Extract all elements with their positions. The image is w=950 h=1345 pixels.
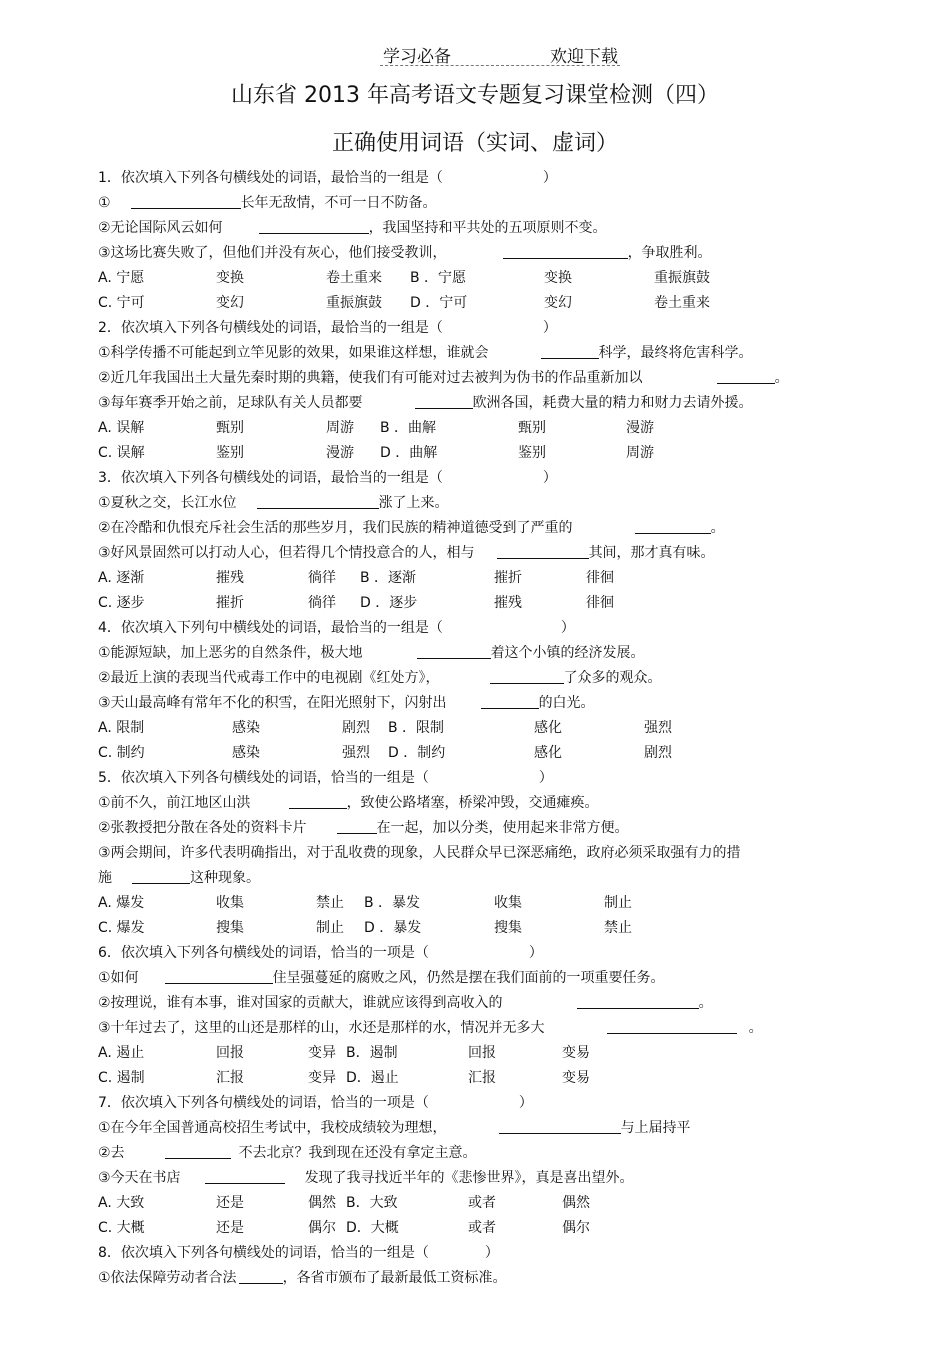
options-row: A. 爆发 收集 禁止 B ．暴发 收集 制止 — [98, 895, 632, 911]
sentence: ②张教授把分散在各处的资料卡片 在一起，加以分类，使用起来非常方便。 — [98, 820, 629, 836]
sentence: ①依法保障劳动者合法 ，各省市颁布了最新最低工资标准。 — [98, 1270, 507, 1286]
sentence: ②去 不去北京？我到现在还没有拿定主意。 — [98, 1145, 477, 1161]
question-stem: 1．依次填入下列各句横线处的词语，最恰当的一组是（ ） — [98, 170, 557, 186]
question-stem: 3．依次填入下列各句横线处的词语，最恰当的一组是（ ） — [98, 470, 557, 486]
answer-blank[interactable] — [499, 1119, 621, 1134]
sentence: ① 长年无敌情，不可一日不防备。 — [98, 195, 437, 211]
answer-blank[interactable] — [289, 794, 347, 809]
answer-blank[interactable] — [481, 694, 539, 709]
options-row: C. 大概 还是 偶尔 D．大概 或者 偶尔 — [98, 1220, 590, 1236]
options-row: C. 制约 感染 强烈 D ．制约 感化 剧烈 — [98, 745, 672, 761]
options-row: C. 误解 鉴别 漫游 D ．曲解 鉴别 周游 — [98, 445, 654, 461]
sentence: ①前不久，前江地区山洪 ，致使公路堵塞，桥梁冲毁，交通瘫痪。 — [98, 795, 599, 811]
sentence: ②最近上演的表现当代戒毒工作中的电视剧《红处方》， 了众多的观众。 — [98, 670, 662, 686]
sentence: ②近几年我国出土大量先秦时期的典籍，使我们有可能对过去被判为伪书的作品重新加以 。 — [98, 370, 789, 386]
sentence: ③十年过去了，这里的山还是那样的山，水还是那样的水，情况并无多大 。 — [98, 1020, 763, 1036]
sentence: ③两会期间，许多代表明确指出，对于乱收费的现象，人民群众早已深恶痛绝，政府必须采取强有力的措 — [98, 845, 741, 861]
question-stem: 7．依次填入下列各句横线处的词语，恰当的一项是（ ） — [98, 1095, 533, 1111]
answer-blank[interactable] — [607, 1019, 737, 1034]
answer-blank[interactable] — [205, 1169, 285, 1184]
header-divider — [380, 65, 620, 66]
options-row: A. 逐渐 摧残 徜徉 B ．逐渐 摧折 徘徊 — [98, 570, 614, 586]
sentence: ①在今年全国普通高校招生考试中，我校成绩较为理想， 与上届持平 — [98, 1120, 691, 1136]
options-row: A. 限制 感染 剧烈 B ．限制 感化 强烈 — [98, 720, 672, 736]
page-header — [383, 42, 618, 67]
answer-blank[interactable] — [541, 344, 599, 359]
question-stem: 8．依次填入下列各句横线处的词语，恰当的一组是（ ） — [98, 1245, 499, 1261]
options-row: C. 逐步 摧折 徜徉 D ．逐步 摧残 徘徊 — [98, 595, 614, 611]
sentence: ③今天在书店 发现了我寻找近半年的《悲惨世界》，真是喜出望外。 — [98, 1170, 634, 1186]
question-stem: 5．依次填入下列各句横线处的词语，恰当的一组是（ ） — [98, 770, 553, 786]
options-row: C. 宁可 变幻 重振旗鼓 D ．宁可 变幻 卷土重来 — [98, 295, 710, 311]
options-row: A. 大致 还是 偶然 B．大致 或者 偶然 — [98, 1195, 590, 1211]
answer-blank[interactable] — [257, 494, 379, 509]
answer-blank[interactable] — [165, 1144, 231, 1159]
question-stem: 4．依次填入下列句中横线处的词语，最恰当的一组是（ ） — [98, 620, 575, 636]
answer-blank[interactable] — [132, 869, 190, 884]
document-subtitle: 正确使用词语（实词、虚词） — [331, 131, 618, 156]
answer-blank[interactable] — [131, 194, 241, 209]
sentence: ③这场比赛失败了，但他们并没有灰心，他们接受教训， ，争取胜利。 — [98, 245, 712, 261]
question-list — [98, 166, 878, 1291]
sentence: ①如何 住呈强蔓延的腐败之风，仍然是摆在我们面前的一项重要任务。 — [98, 970, 665, 986]
sentence: ③每年赛季开始之前，足球队有关人员都要 欧洲各国，耗费大量的精力和财力去请外援。 — [98, 395, 753, 411]
answer-blank[interactable] — [577, 994, 699, 1009]
answer-blank[interactable] — [503, 244, 628, 259]
answer-blank[interactable] — [337, 819, 377, 834]
answer-blank[interactable] — [635, 519, 711, 534]
header-right: 欢迎下载 — [550, 47, 618, 67]
sentence: ②无论国际风云如何 ，我国坚持和平共处的五项原则不变。 — [98, 220, 607, 236]
header-left: 学习必备 — [383, 47, 451, 67]
answer-blank[interactable] — [239, 1269, 283, 1284]
answer-blank[interactable] — [490, 669, 564, 684]
options-row: C. 爆发 搜集 制止 D ．暴发 搜集 禁止 — [98, 920, 632, 936]
sentence: ②按理说，谁有本事，谁对国家的贡献大，谁就应该得到高收入的 。 — [98, 995, 713, 1011]
sentence: ①科学传播不可能起到立竿见影的效果，如果谁这样想，谁就会 科学，最终将危害科学。 — [98, 345, 753, 361]
sentence: ①夏秋之交，长江水位 涨了上来。 — [98, 495, 449, 511]
answer-blank[interactable] — [415, 394, 473, 409]
options-row: A. 误解 甄别 周游 B ．曲解 甄别 漫游 — [98, 420, 654, 436]
answer-blank[interactable] — [417, 644, 491, 659]
answer-blank[interactable] — [165, 969, 273, 984]
question-stem: 2．依次填入下列各句横线处的词语，最恰当的一组是（ ） — [98, 320, 557, 336]
options-row: A. 宁愿 变换 卷土重来 B ．宁愿 变换 重振旗鼓 — [98, 270, 710, 286]
sentence: ③天山最高峰有常年不化的积雪，在阳光照射下，闪射出 的白光。 — [98, 695, 595, 711]
answer-blank[interactable] — [717, 369, 775, 384]
sentence: 施 这种现象。 — [98, 870, 260, 886]
sentence: ②在冷酷和仇恨充斥社会生活的那些岁月，我们民族的精神道德受到了严重的 。 — [98, 520, 725, 536]
document-title: 山东省 2013 年高考语文专题复习课堂检测（四） — [231, 83, 719, 108]
question-stem: 6．依次填入下列各句横线处的词语，恰当的一项是（ ） — [98, 945, 543, 961]
options-row: A. 遏止 回报 变异 B．遏制 回报 变易 — [98, 1045, 590, 1061]
answer-blank[interactable] — [497, 544, 589, 559]
sentence: ③好风景固然可以打动人心，但若得几个情投意合的人，相与 其间，那才真有味。 — [98, 545, 715, 561]
options-row: C. 遏制 汇报 变异 D．遏止 汇报 变易 — [98, 1070, 590, 1086]
sentence: ①能源短缺，加上恶劣的自然条件，极大地 着这个小镇的经济发展。 — [98, 645, 645, 661]
answer-blank[interactable] — [259, 219, 369, 234]
